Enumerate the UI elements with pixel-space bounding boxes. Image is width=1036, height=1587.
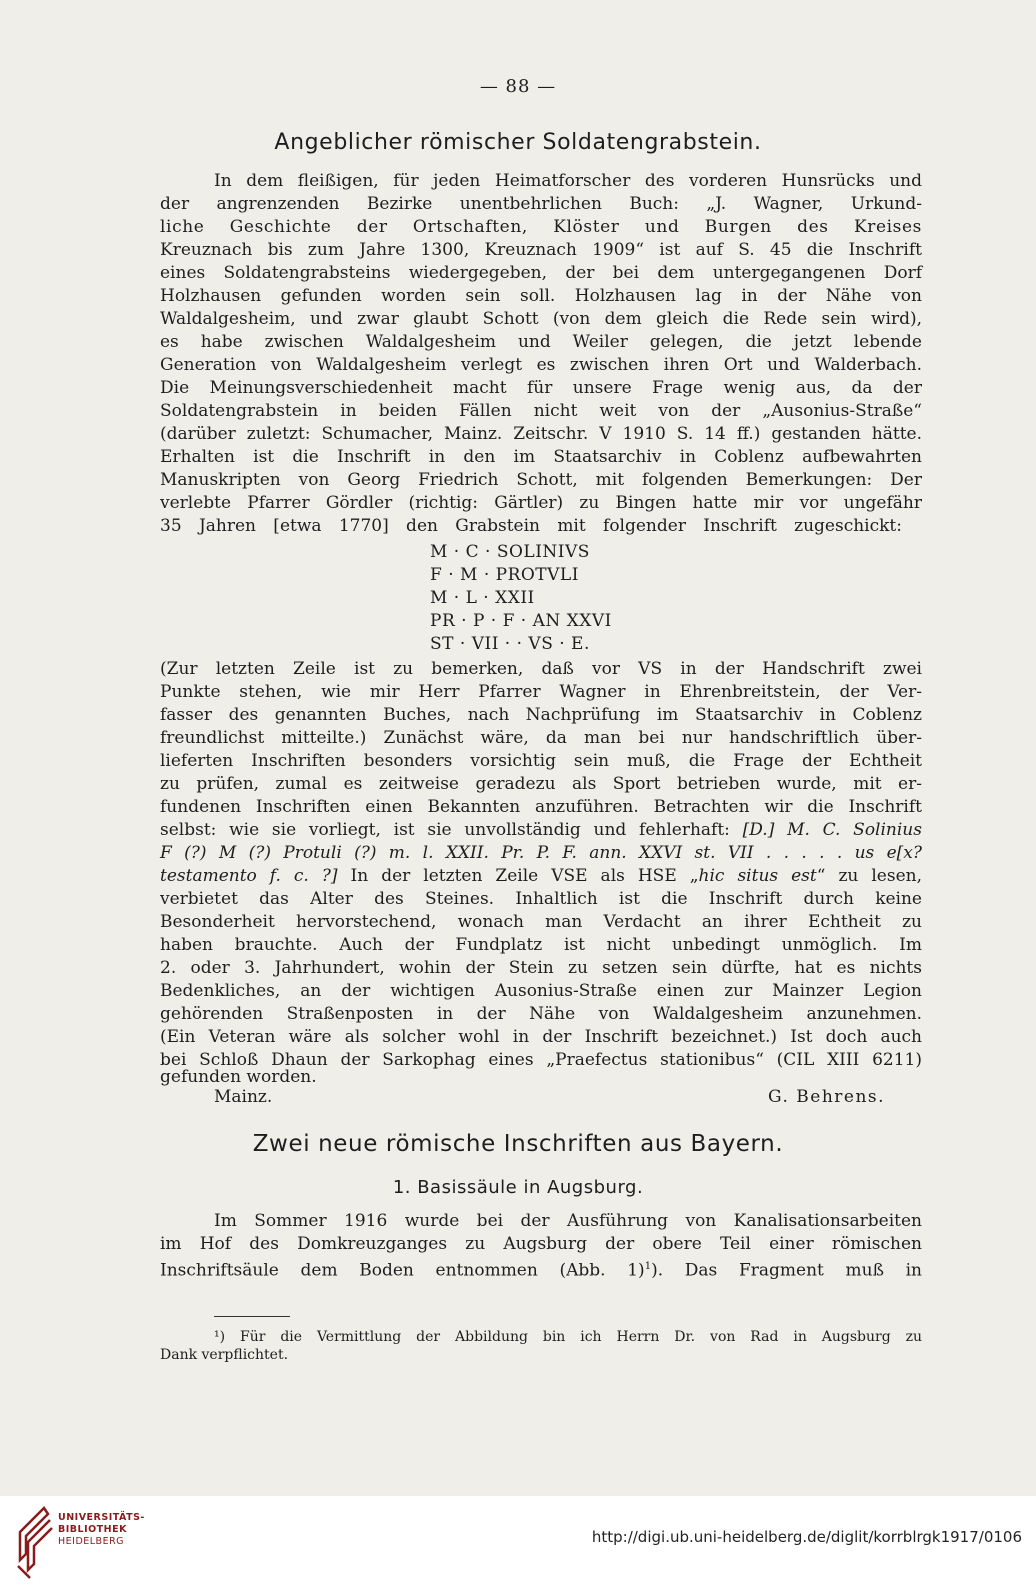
logo-line: BIBLIOTHEK: [58, 1524, 127, 1535]
inscription-line: M · C · SOLINIVS: [430, 542, 590, 562]
library-logo-icon: [14, 1504, 54, 1580]
text-line: zu prüfen, zumal es zeitweise geradezu als Sport betrieben wurde, mit er-: [160, 774, 922, 794]
text-span: Inschriftsäule dem Boden entnommen (Abb. 1): [160, 1260, 645, 1281]
text-line: (Ein Veteran wäre als solcher wohl in der Inschrift bezeichnet.) Ist doch auch: [160, 1027, 922, 1047]
text-line: freundlichst mitteilte.) Zunächst wäre, da man bei nur handschriftlich über-: [160, 728, 922, 748]
section-subtitle: 1. Basissäule in Augsburg.: [392, 1177, 644, 1198]
text-line: (Zur letzten Zeile ist zu bemerken, daß vor VS in der Handschrift zwei: [160, 659, 922, 679]
footnote-text: Für die Vermittlung der Abbildung bin ich Herrn Dr. von Rad in Augsburg zu: [225, 1329, 922, 1345]
article-title: Zwei neue römische Inschriften aus Bayern.: [252, 1131, 784, 1157]
text-line: bei Schloß Dhaun der Sarkophag eines „Praefectus stationibus“ (CIL XIII 6211): [160, 1050, 922, 1070]
text-span: selbst: wie sie vorliegt, ist sie unvollständig und fehlerhaft:: [160, 820, 743, 840]
text-line: Besonderheit hervorstechend, wonach man Verdacht an ihrer Echtheit zu: [160, 912, 922, 932]
library-logo-text: [58, 1512, 145, 1548]
text-line: [160, 865, 922, 887]
article-title: Angeblicher römischer Soldatengrabstein.: [274, 130, 762, 155]
italic-text: testamento f. c. ?]: [160, 866, 338, 886]
text-line: gehörenden Straßenposten in der Nähe von Waldalgesheim anzunehmen.: [160, 1004, 922, 1024]
text-line: lieferten Inschriften besonders vorsichtig sein muß, die Frage der Echtheit: [160, 751, 922, 771]
footnote-ref: 1: [644, 1261, 652, 1272]
text-line: Generation von Waldalgesheim verlegt es zwischen ihren Ort und Walderbach.: [160, 355, 922, 375]
text-line: Waldalgesheim, und zwar glaubt Schott (von dem gleich die Rede sein wird),: [160, 309, 922, 329]
page-number: — 88 —: [479, 76, 557, 97]
text-line: Soldatengrabstein in beiden Fällen nicht weit von der „Ausonius-Straße“: [160, 401, 922, 421]
text-line: es habe zwischen Waldalgesheim und Weiler gelegen, die jetzt lebende: [160, 332, 922, 352]
logo-line: HEIDELBERG: [58, 1536, 125, 1547]
text-line: verlebte Pfarrer Gördler (richtig: Gärtler) zu Bingen hatte mir vor ungefähr: [160, 493, 922, 513]
inscription-line: ST · VII · · VS · E.: [430, 634, 590, 654]
text-line: haben brauchte. Auch der Fundplatz ist nicht unbedingt unmöglich. Im: [160, 935, 922, 955]
italic-text: [D.] M. C. Solinius: [742, 820, 922, 840]
text-line: [160, 819, 922, 841]
text-span: In der letzten Zeile VSE als HSE „: [337, 866, 699, 886]
text-line: Punkte stehen, wie mir Herr Pfarrer Wagner in Ehrenbreitstein, der Ver-: [160, 682, 922, 702]
footnote-line: [214, 1328, 922, 1346]
text-line: Holzhausen gefunden worden sein soll. Holzhausen lag in der Nähe von: [160, 286, 922, 306]
text-line: fundenen Inschriften einen Bekannten anzuführen. Betrachten wir die Inschrift: [160, 797, 922, 817]
inscription-line: M · L · XXII: [430, 588, 535, 608]
text-span: “ zu lesen,: [816, 866, 922, 886]
text-line: fasser des genannten Buches, nach Nachprüfung im Staatsarchiv in Coblenz: [160, 705, 922, 725]
text-line: [160, 842, 922, 864]
footnote-rule: [214, 1316, 290, 1317]
italic-text: F (?) M (?) Protuli (?) m. l. XXII. Pr. P. F. ann. XXVI st. VII . . . . . us e[x?: [160, 843, 922, 863]
footnote-line: Dank verpflichtet.: [160, 1347, 289, 1363]
signature-author: G. Behrens.: [768, 1087, 886, 1107]
text-line: der angrenzenden Bezirke unentbehrlichen Buch: „J. Wagner, Urkund-: [160, 194, 922, 214]
text-line: Die Meinungsverschiedenheit macht für unsere Frage wenig aus, da der: [160, 378, 922, 398]
inscription-line: F · M · PROTVLI: [430, 565, 579, 585]
text-line: [160, 1256, 922, 1281]
text-line: Kreuznach bis zum Jahre 1300, Kreuznach 1909“ ist auf S. 45 die Inschrift: [160, 240, 922, 260]
text-span: ). Das Fragment muß in: [651, 1260, 922, 1281]
text-line: eines Soldatengrabsteins wiedergegeben, der bei dem untergegangenen Dorf: [160, 263, 922, 283]
text-line: verbietet das Alter des Steines. Inhaltlich ist die Inschrift durch keine: [160, 889, 922, 909]
text-line: im Hof des Domkreuzganges zu Augsburg der obere Teil einer römischen: [160, 1234, 922, 1254]
text-line: 35 Jahren [etwa 1770] den Grabstein mit folgender Inschrift zugeschickt:: [160, 516, 902, 536]
inscription-line: PR · P · F · AN XXVI: [430, 611, 612, 631]
italic-text: hic situs est: [698, 866, 817, 886]
text-line: Im Sommer 1916 wurde bei der Ausführung von Kanalisationsarbeiten: [214, 1211, 922, 1231]
footnote-marker: ¹): [214, 1329, 226, 1345]
text-line: Manuskripten von Georg Friedrich Schott, mit folgenden Bemerkungen: Der: [160, 470, 922, 490]
text-line: (darüber zuletzt: Schumacher, Mainz. Zeitschr. V 1910 S. 14 ff.) gestanden hätte.: [160, 424, 922, 444]
text-line: 2. oder 3. Jahrhundert, wohin der Stein zu setzen sein dürfte, hat es nichts: [160, 958, 922, 978]
signature-place: Mainz.: [214, 1087, 273, 1107]
source-url-link[interactable]: http://digi.ub.uni-heidelberg.de/diglit/korrblrgk1917/0106: [591, 1528, 1022, 1546]
text-line: In dem fleißigen, für jeden Heimatforscher des vorderen Hunsrücks und: [214, 171, 922, 191]
text-line: Erhalten ist die Inschrift in den im Staatsarchiv in Coblenz aufbewahrten: [160, 447, 922, 467]
text-line: gefunden worden.: [160, 1067, 317, 1087]
text-line: Bedenkliches, an der wichtigen Ausonius-Straße einen zur Mainzer Legion: [160, 981, 922, 1001]
text-line: liche Geschichte der Ortschaften, Klöster und Burgen des Kreises: [160, 217, 922, 237]
logo-line: UNIVERSITÄTS-: [58, 1512, 145, 1523]
